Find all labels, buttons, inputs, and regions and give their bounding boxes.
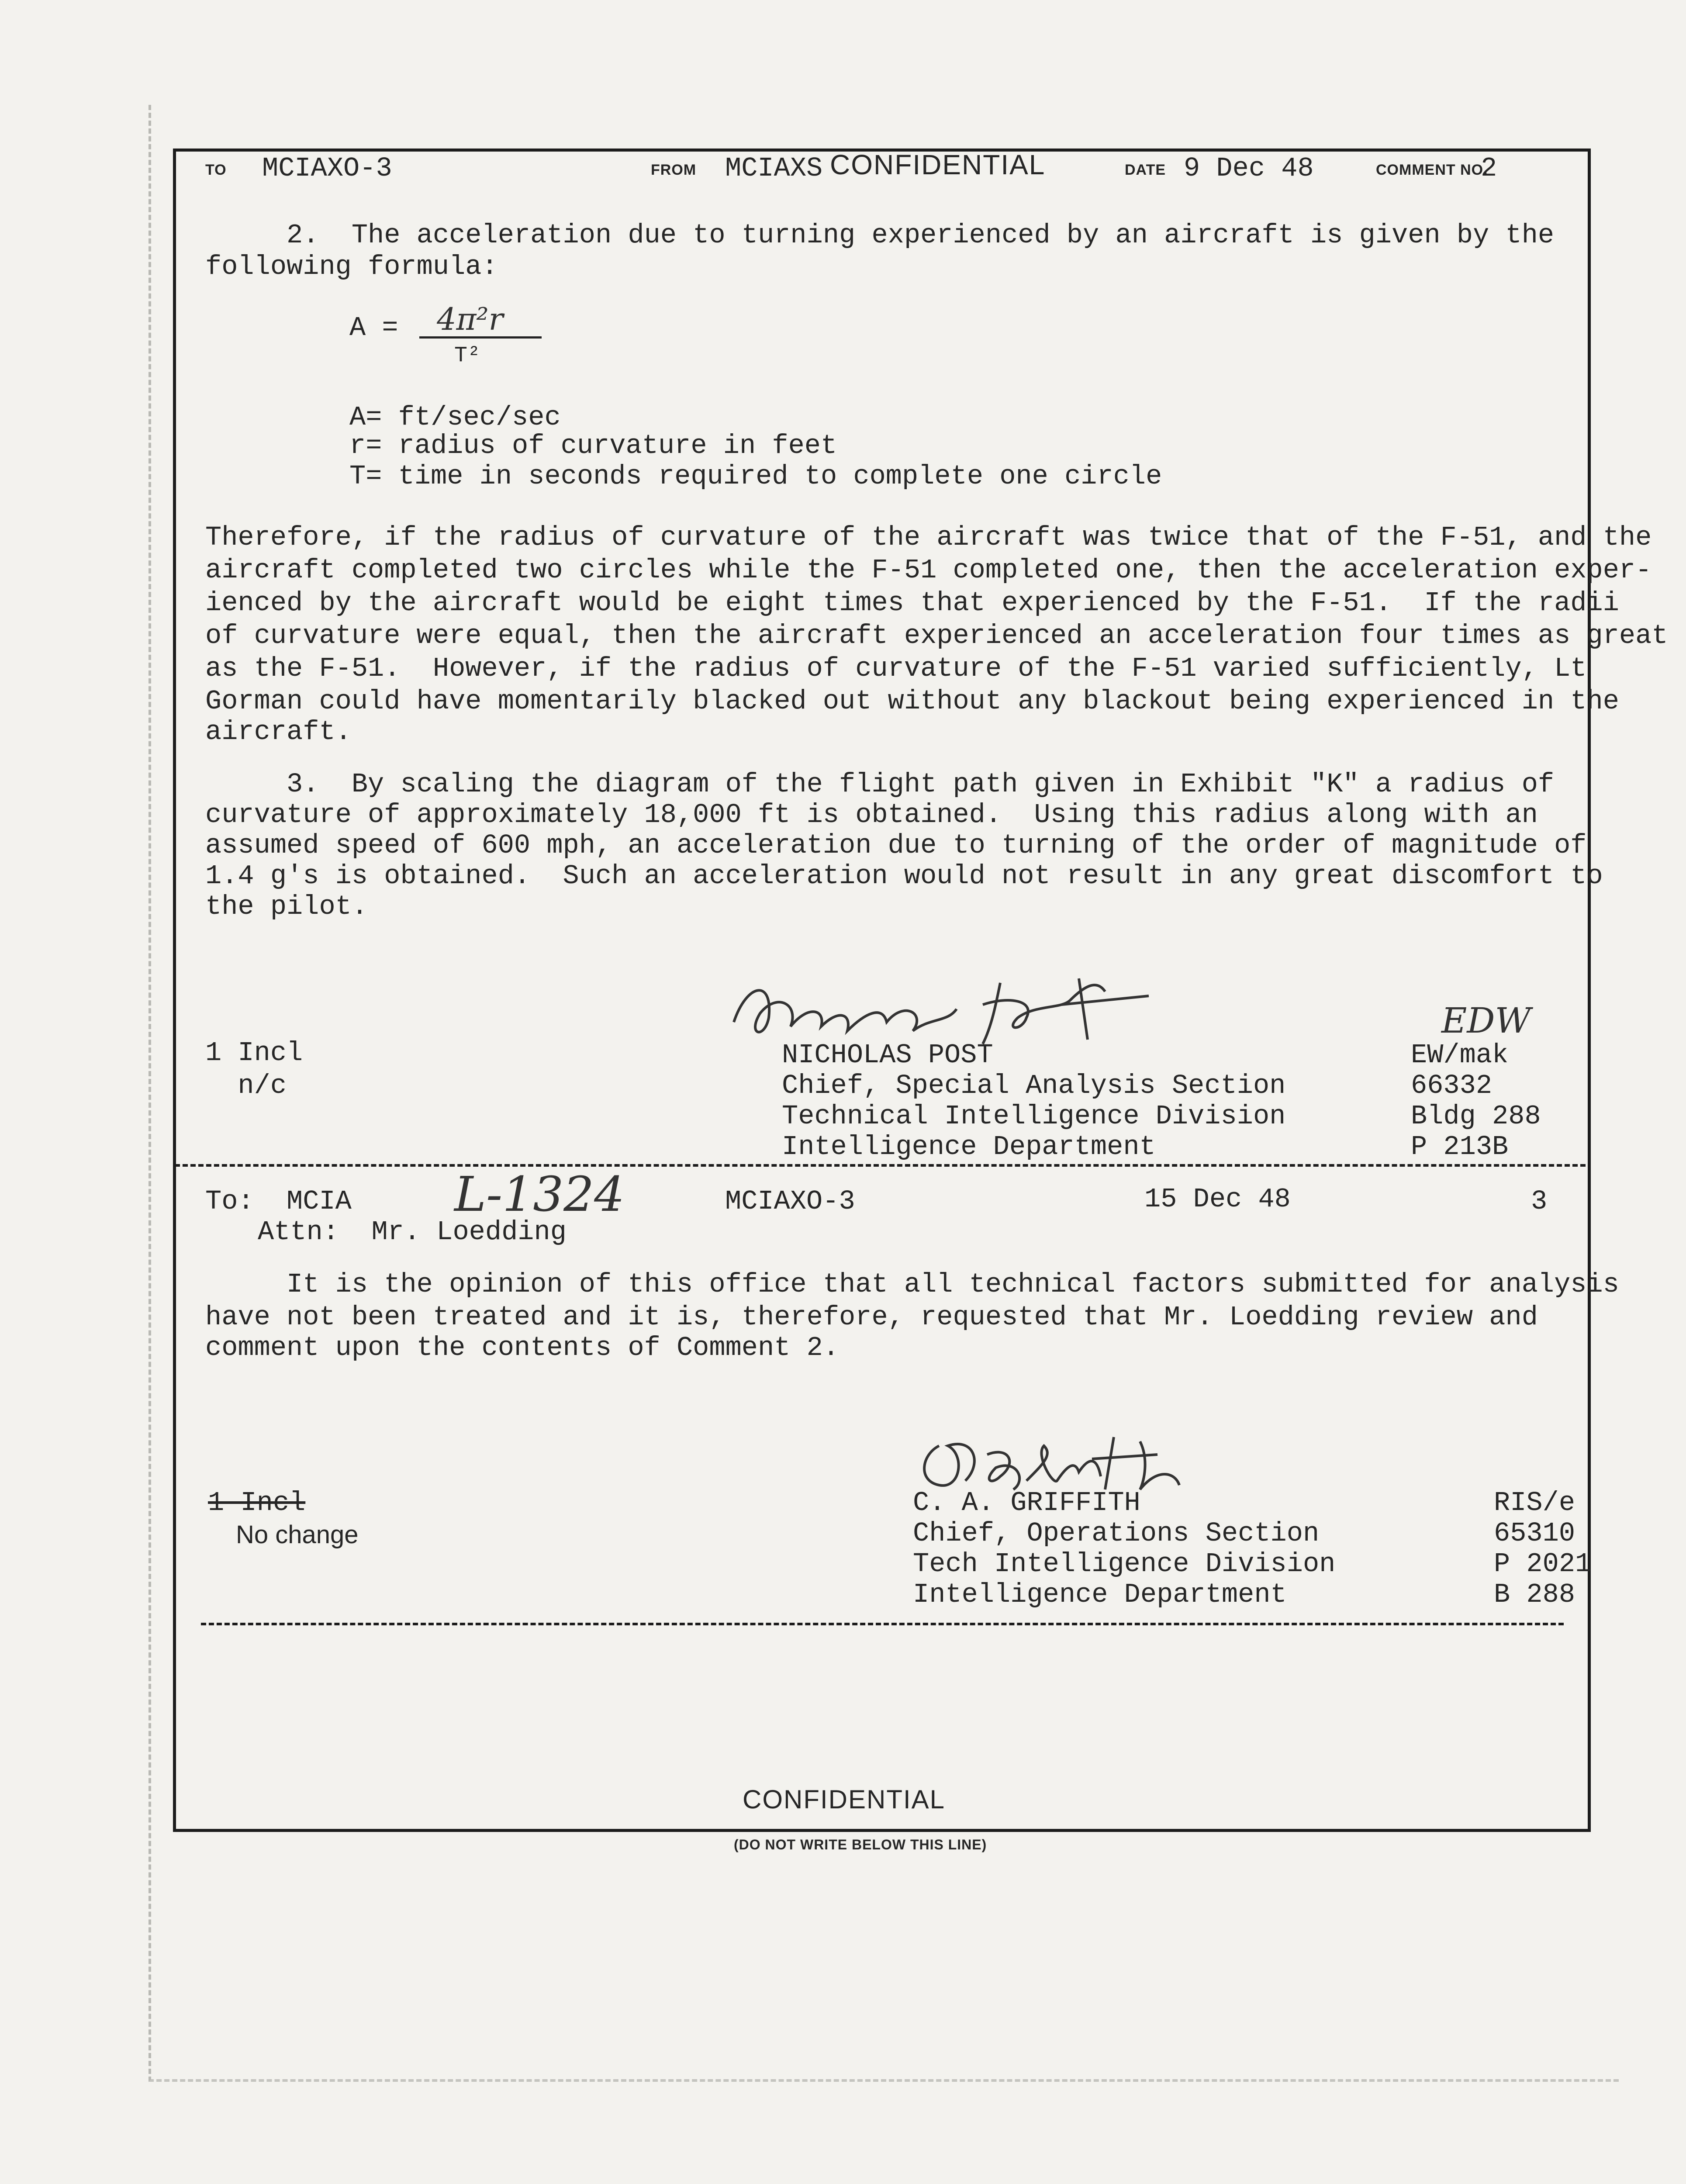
para2-line-1: 2. The acceleration due to turning experienced by an aircraft is given by the — [205, 220, 1555, 251]
para3-line-2: curvature of approximately 18,000 ft is obtained. Using this radius along with an — [205, 799, 1538, 830]
comment3-date: 15 Dec 48 — [1144, 1184, 1291, 1215]
post-name: NICHOLAS POST — [782, 1040, 993, 1071]
from-label: FROM — [651, 162, 697, 178]
therefore-line-1: Therefore, if the radius of curvature of the aircraft was twice that of the F-51, and the — [205, 522, 1652, 553]
post-code-4: P 213B — [1411, 1131, 1509, 1162]
post-code-2: 66332 — [1411, 1070, 1493, 1101]
comment3-body-3: comment upon the contents of Comment 2. — [205, 1332, 840, 1363]
post-code-3: Bldg 288 — [1411, 1101, 1541, 1132]
griffith-code-1: RIS/e — [1494, 1487, 1575, 1518]
griffith-code-2: 65310 — [1494, 1518, 1575, 1549]
therefore-line-3: ienced by the aircraft would be eight times that experienced by the F-51. If the radii — [205, 587, 1619, 619]
comment3-number: 3 — [1531, 1186, 1548, 1217]
date-label: DATE — [1125, 162, 1166, 178]
griffith-name: C. A. GRIFFITH — [913, 1487, 1140, 1518]
date-value: 9 Dec 48 — [1184, 153, 1314, 184]
comment3-incl-note: No change — [236, 1521, 359, 1549]
formula-fraction-bar — [419, 336, 542, 339]
post-title: Chief, Special Analysis Section — [782, 1070, 1286, 1101]
definition-t: T= time in seconds required to complete one circle — [349, 461, 1162, 492]
comment3-body-1: It is the opinion of this office that all technical factors submitted for analysis — [205, 1269, 1619, 1300]
definition-a: A= ft/sec/sec — [349, 402, 561, 433]
post-code-1: EW/mak — [1411, 1040, 1509, 1071]
comment3-body-2: have not been treated and it is, therefore, requested that Mr. Loedding review and — [205, 1302, 1538, 1333]
comment3-to: To: MCIA — [205, 1186, 352, 1217]
classification-stamp-bottom: CONFIDENTIAL — [743, 1785, 946, 1814]
comment-separator-1 — [175, 1164, 1586, 1167]
to-value: MCIAXO-3 — [262, 153, 392, 184]
griffith-division: Tech Intelligence Division — [913, 1548, 1336, 1579]
handwritten-initials: EDW — [1441, 1000, 1531, 1041]
griffith-code-3: P 2021 — [1494, 1548, 1592, 1579]
comment3-attn: Attn: Mr. Loedding — [258, 1216, 567, 1248]
griffith-title: Chief, Operations Section — [913, 1518, 1320, 1549]
comment-number-label: COMMENT NO. — [1376, 162, 1488, 178]
para3-line-4: 1.4 g's is obtained. Such an acceleration would not result in any great discomfort to — [205, 860, 1603, 892]
do-not-write-notice: (DO NOT WRITE BELOW THIS LINE) — [734, 1837, 987, 1852]
classification-stamp-top: CONFIDENTIAL — [830, 149, 1046, 180]
incl-line-2: n/c — [205, 1070, 287, 1101]
comment3-incl-struck: 1 Incl — [208, 1487, 306, 1518]
post-department: Intelligence Department — [782, 1131, 1156, 1162]
to-label: TO — [205, 162, 227, 178]
comment3-from: MCIAXO-3 — [725, 1186, 855, 1217]
from-value: MCIAXS — [725, 153, 823, 184]
formula-denominator: T² — [454, 343, 481, 368]
griffith-department: Intelligence Department — [913, 1579, 1287, 1610]
therefore-line-6: Gorman could have momentarily blacked out without any blackout being experienced in the — [205, 686, 1619, 717]
post-division: Technical Intelligence Division — [782, 1101, 1286, 1132]
comment-separator-2 — [201, 1623, 1564, 1625]
incl-line-1: 1 Incl — [205, 1037, 303, 1068]
para2-line-2: following formula: — [205, 251, 498, 282]
therefore-line-4: of curvature were equal, then the aircraft experienced an acceleration four times as great — [205, 620, 1668, 651]
comment-number-value: 2 — [1481, 153, 1497, 184]
therefore-line-5: as the F-51. However, if the radius of curvature of the F-51 varied sufficiently, Lt — [205, 653, 1587, 684]
therefore-line-2: aircraft completed two circles while the F-51 completed one, then the acceleration exper- — [205, 555, 1652, 586]
formula-lhs: A = — [349, 312, 398, 343]
formula-numerator: 4π²r — [437, 301, 504, 337]
para3-line-5: the pilot. — [205, 891, 368, 922]
para3-line-1: 3. By scaling the diagram of the flight path given in Exhibit "K" a radius of — [205, 769, 1555, 800]
therefore-line-7: aircraft. — [205, 716, 352, 747]
handwritten-file-number: L-1324 — [454, 1166, 625, 1222]
griffith-code-4: B 288 — [1494, 1579, 1575, 1610]
definition-r: r= radius of curvature in feet — [349, 430, 837, 461]
para3-line-3: assumed speed of 600 mph, an acceleration due to turning of the order of magnitude of — [205, 830, 1587, 861]
